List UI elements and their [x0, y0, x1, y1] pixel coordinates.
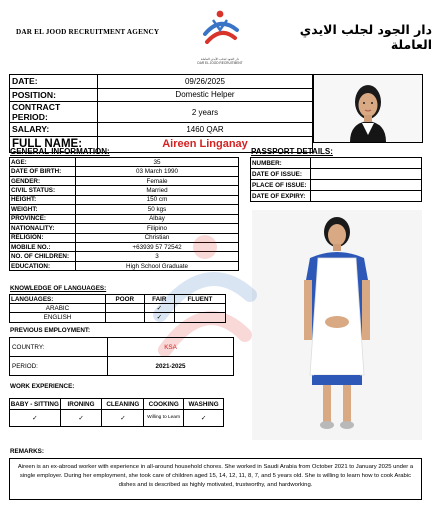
row-label: DATE OF ISSUE:	[251, 169, 311, 180]
table-row	[10, 399, 224, 410]
row-label: CIVIL STATUS:	[10, 186, 76, 195]
row-value: 50 kgs	[76, 205, 239, 214]
contract-period-value: 2 years	[98, 102, 313, 123]
column-header-cleaning: CLEANING	[102, 399, 144, 410]
row-value: High School Graduate	[76, 261, 239, 270]
summary-table	[9, 74, 313, 153]
logo-arabic-text: دار الجود لجلب الأيدي العاملة	[200, 57, 240, 61]
row-label: NUMBER:	[251, 158, 311, 169]
row-value	[311, 158, 422, 169]
row-label: NO. OF CHILDREN:	[10, 252, 76, 261]
table-row	[251, 158, 422, 169]
table-row	[251, 180, 422, 191]
general-info-title: GENERAL INFORMATION:	[10, 147, 110, 156]
agency-logo	[183, 8, 257, 64]
country-label: COUNTRY:	[10, 338, 108, 357]
row-label: RELIGION:	[10, 233, 76, 242]
row-label: DATE OF EXPIRY:	[251, 191, 311, 202]
agency-name-arabic: دار الجود لجلب الايدي العاملة	[299, 22, 432, 52]
table-row	[10, 167, 239, 176]
check-mark	[106, 313, 145, 322]
row-label: AGE:	[10, 158, 76, 167]
row-value: Female	[76, 176, 239, 185]
column-header-baby-sitting: BABY - SITTING	[10, 400, 59, 408]
table-row	[10, 261, 239, 270]
full-body-photo	[252, 210, 422, 440]
check-mark: ✓	[184, 410, 224, 427]
row-label: PLACE OF ISSUE:	[251, 180, 311, 191]
column-header-fluent: FLUENT	[174, 295, 225, 304]
column-header-fair: FAIR	[144, 295, 174, 304]
row-label: HEIGHT:	[10, 195, 76, 204]
date-label: DATE:	[10, 75, 98, 89]
column-header-poor: POOR	[106, 295, 145, 304]
work-experience-title: WORK EXPERIENCE:	[10, 383, 75, 390]
remarks-text: Aireen is an ex-abroad worker with experience in all-around household chores. She worked in Saudi Arabia from October 2021 to January 2025 under a single employer. During her employment, she took care of children aged 15, 14, 12, 11, 8, 7, and 5 years old. She is willing to learn how to cook Arabic dishes and is described as highly motivated, trustworthy, and hardworking.	[9, 458, 422, 500]
passport-details-title: PASSPORT DETAILS:	[251, 147, 333, 156]
check-mark: ✓	[102, 410, 144, 427]
row-value: 3	[76, 252, 239, 261]
row-value	[311, 180, 422, 191]
period-value: 2021-2025	[108, 357, 234, 376]
check-mark: ✓	[60, 410, 102, 427]
row-value: 03 March 1990	[76, 167, 239, 176]
row-value: 35	[76, 158, 239, 167]
row-value: Albay	[76, 214, 239, 223]
table-row	[10, 233, 239, 242]
check-mark	[174, 313, 225, 322]
row-value: +63939 57 72542	[76, 242, 239, 251]
row-label: GENDER:	[10, 176, 76, 185]
language-name: ARABIC	[10, 304, 106, 313]
languages-column-label: LANGUAGES:	[10, 295, 106, 304]
logo-english-text: DAR EL JOOD RECRUITMENT	[197, 61, 243, 65]
general-info-table	[9, 157, 239, 271]
cooking-note: Willing to Learn	[144, 410, 184, 427]
period-label: PERIOD:	[10, 357, 108, 376]
country-value: KSA	[108, 338, 234, 357]
table-row	[10, 205, 239, 214]
table-row	[10, 214, 239, 223]
remarks-title: REMARKS:	[10, 448, 44, 455]
table-row	[10, 313, 226, 322]
row-label: WEIGHT:	[10, 205, 76, 214]
agency-name-english: DAR EL JOOD RECRUITMENT AGENCY	[16, 28, 160, 36]
table-row	[10, 158, 239, 167]
row-label: DATE OF BIRTH:	[10, 167, 76, 176]
table-row	[251, 191, 422, 202]
table-row	[10, 186, 239, 195]
table-row	[10, 252, 239, 261]
row-label: PROVINCE:	[10, 214, 76, 223]
table-row	[251, 169, 422, 180]
row-label: NATIONALITY:	[10, 224, 76, 233]
previous-employment-table	[9, 337, 234, 376]
passport-details-table	[250, 157, 422, 202]
position-label: POSITION:	[10, 88, 98, 102]
column-header-cooking: COOKING	[144, 399, 184, 410]
table-row	[10, 295, 226, 304]
row-label: EDUCATION:	[10, 261, 76, 270]
table-row	[10, 410, 224, 427]
salary-label: SALARY:	[10, 123, 98, 137]
logo-icon	[183, 8, 257, 52]
full-name-label: FULL NAME:	[10, 136, 98, 152]
date-value: 09/26/2025	[98, 75, 313, 89]
column-header-washing: WASHING	[184, 399, 224, 410]
position-value: Domestic Helper	[98, 88, 313, 102]
languages-title: KNOWLEDGE OF LANGUAGES:	[10, 285, 107, 292]
contract-period-label: CONTRACT PERIOD:	[10, 102, 98, 123]
languages-table	[9, 294, 226, 323]
row-value: Filipino	[76, 224, 239, 233]
full-name-value: Aireen Linganay	[98, 136, 313, 152]
check-mark: ✓	[144, 313, 174, 322]
headshot-photo	[313, 74, 423, 143]
row-value: Christian	[76, 233, 239, 242]
row-label: MOBILE NO.:	[10, 242, 76, 251]
check-mark	[174, 304, 225, 313]
check-mark: ✓	[144, 304, 174, 313]
check-mark: ✓	[10, 410, 61, 427]
table-row	[10, 304, 226, 313]
row-value	[311, 169, 422, 180]
work-experience-table	[9, 398, 224, 427]
row-value	[311, 191, 422, 202]
language-name: ENGLISH	[10, 313, 106, 322]
table-row	[10, 242, 239, 251]
row-value: Married	[76, 186, 239, 195]
table-row	[10, 176, 239, 185]
previous-employment-title: PREVIOUS EMPLOYMENT:	[10, 327, 91, 334]
column-header-ironing: IRONING	[60, 399, 102, 410]
table-row	[10, 224, 239, 233]
table-row	[10, 195, 239, 204]
salary-value: 1460 QAR	[98, 123, 313, 137]
table-row	[10, 357, 234, 376]
check-mark	[106, 304, 145, 313]
row-value: 150 cm	[76, 195, 239, 204]
letterhead	[0, 0, 432, 68]
table-row	[10, 338, 234, 357]
